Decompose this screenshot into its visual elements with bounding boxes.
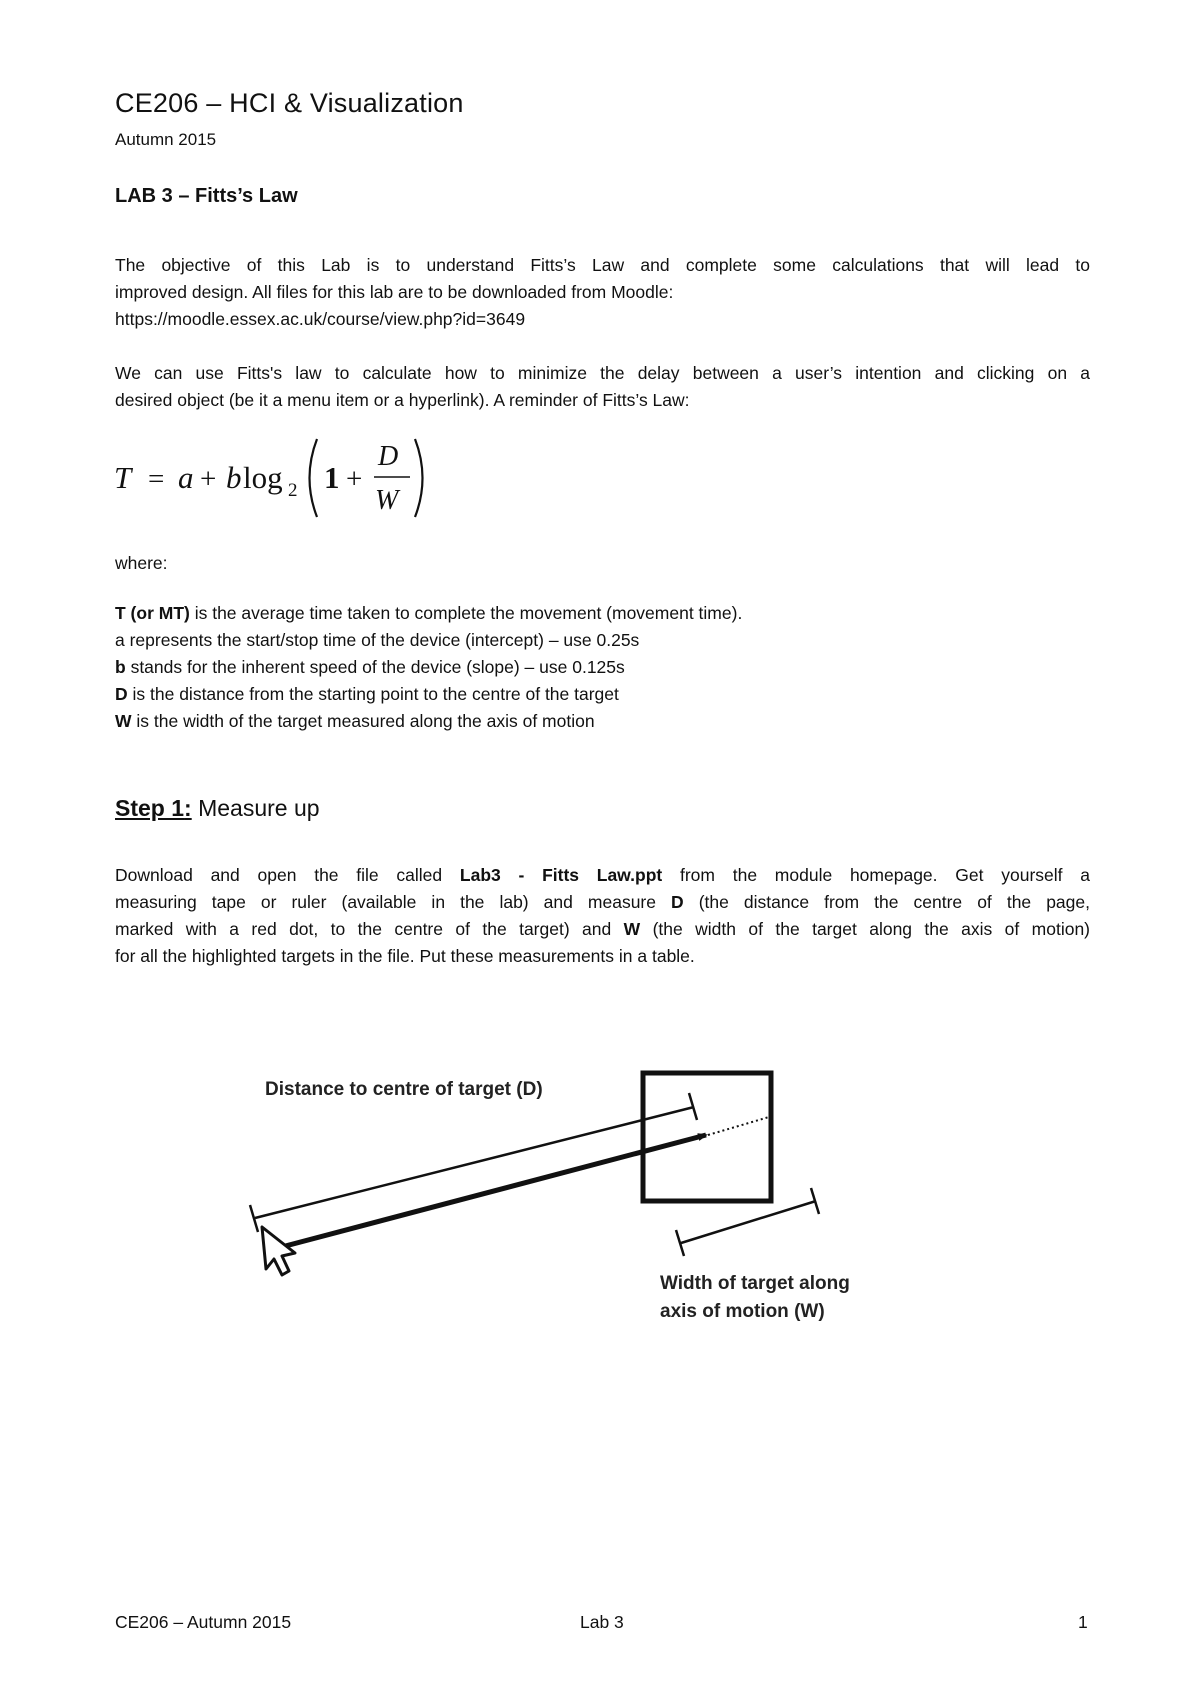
- document-title: CE206 – HCI & Visualization: [115, 88, 464, 118]
- formula-one: 1: [324, 460, 340, 495]
- where-label: where:: [115, 553, 168, 573]
- formula-log-base: 2: [288, 480, 298, 501]
- fitts-intro-line-2: desired object (be it a menu item or a hyperlink). A reminder of Fitts’s Law:: [115, 390, 690, 410]
- footer-lab: Lab 3: [580, 1612, 624, 1632]
- target-box: [643, 1073, 771, 1201]
- step-1-text: (the width of the target along the axis of motion): [640, 919, 1091, 939]
- formula-b: b: [226, 460, 242, 495]
- lab-heading: LAB 3 – Fitts’s Law: [115, 185, 298, 207]
- definition-text: is the distance from the starting point to the centre of the target: [127, 684, 619, 704]
- d-term: D: [671, 892, 684, 912]
- definition-term: a: [115, 630, 125, 650]
- definition-text: stands for the inherent speed of the device (slope) – use 0.125s: [125, 657, 625, 677]
- definition-term: D: [115, 684, 128, 704]
- moodle-url: https://moodle.essex.ac.uk/course/view.php?id=3649: [115, 309, 526, 329]
- definition-term: W: [115, 711, 132, 731]
- term-label: Autumn 2015: [115, 130, 217, 149]
- width-label-line-1: Width of target along: [660, 1273, 850, 1294]
- step-1-text: Download and open the file called: [115, 865, 460, 885]
- formula-plus-2: +: [346, 463, 363, 495]
- step-1-title: Measure up: [191, 795, 320, 821]
- formula-t: T: [114, 460, 132, 495]
- definition-text: is the average time taken to complete the movement (movement time).: [189, 603, 743, 623]
- page-number: 1: [1078, 1612, 1088, 1632]
- definition-t: [115, 600, 742, 627]
- definition-text: represents the start/stop time of the device (intercept) – use 0.25s: [124, 630, 640, 650]
- file-name: Lab3 - Fitts Law.ppt: [459, 865, 663, 885]
- step-1-text: from the module homepage. Get yourself a: [662, 865, 1090, 885]
- step-1-line-3: [115, 916, 1090, 943]
- fitts-diagram: [240, 1055, 880, 1335]
- width-measure-line: [681, 1201, 816, 1243]
- distance-label: Distance to centre of target (D): [265, 1079, 543, 1100]
- step-1-line-1: [115, 862, 1090, 889]
- footer-course: CE206 – Autumn 2015: [115, 1612, 292, 1632]
- step-1-paragraph: [115, 862, 1090, 970]
- formula-log: log: [243, 460, 283, 495]
- formula-right-paren: [415, 439, 423, 517]
- formula-denominator: W: [375, 485, 399, 516]
- distance-end-tick: [689, 1093, 697, 1120]
- intro-line-1: The objective of this Lab is to understand Fitts’s Law and complete some calculations that will lead to: [115, 255, 1090, 275]
- step-1-heading: [115, 795, 320, 822]
- formula-a: a: [178, 460, 194, 495]
- distance-measure-line: [255, 1107, 694, 1218]
- formula-plus: +: [200, 463, 217, 495]
- w-term: W: [623, 919, 641, 939]
- step-1-text: measuring tape or ruler (available in the lab) and measure: [115, 892, 672, 912]
- step-1-label: Step 1: [115, 795, 185, 821]
- fitts-law-formula: [112, 425, 442, 530]
- motion-arrow-extension: [708, 1117, 769, 1135]
- formula-left-paren: [310, 439, 318, 517]
- definition-a: [115, 627, 742, 654]
- definition-b: [115, 654, 742, 681]
- formula-equals: =: [148, 463, 165, 495]
- cursor-icon: [262, 1227, 295, 1275]
- step-1-text: (the distance from the centre of the page,: [683, 892, 1090, 912]
- formula-numerator: D: [378, 441, 399, 472]
- intro-line-2: improved design. All files for this lab are to be downloaded from Moodle:: [115, 282, 674, 302]
- definition-term: T (or MT): [115, 603, 190, 623]
- definition-term: b: [115, 657, 126, 677]
- fitts-intro-line-1: We can use Fitts's law to calculate how to minimize the delay between a user’s intention and clicking on a: [115, 363, 1090, 383]
- step-1-colon: :: [184, 795, 192, 821]
- intro-paragraph: [115, 252, 1090, 333]
- step-1-line-2: [115, 889, 1090, 916]
- definition-w: [115, 708, 742, 735]
- step-1-text: marked with a red dot, to the centre of the target) and: [115, 919, 624, 939]
- definition-text: is the width of the target measured along the axis of motion: [131, 711, 595, 731]
- definition-d: [115, 681, 742, 708]
- width-label-line-2: axis of motion (W): [660, 1301, 825, 1322]
- fitts-intro-paragraph: [115, 360, 1090, 414]
- step-1-line-4: for all the highlighted targets in the file. Put these measurements in a table.: [115, 946, 695, 966]
- definitions-list: [115, 600, 742, 735]
